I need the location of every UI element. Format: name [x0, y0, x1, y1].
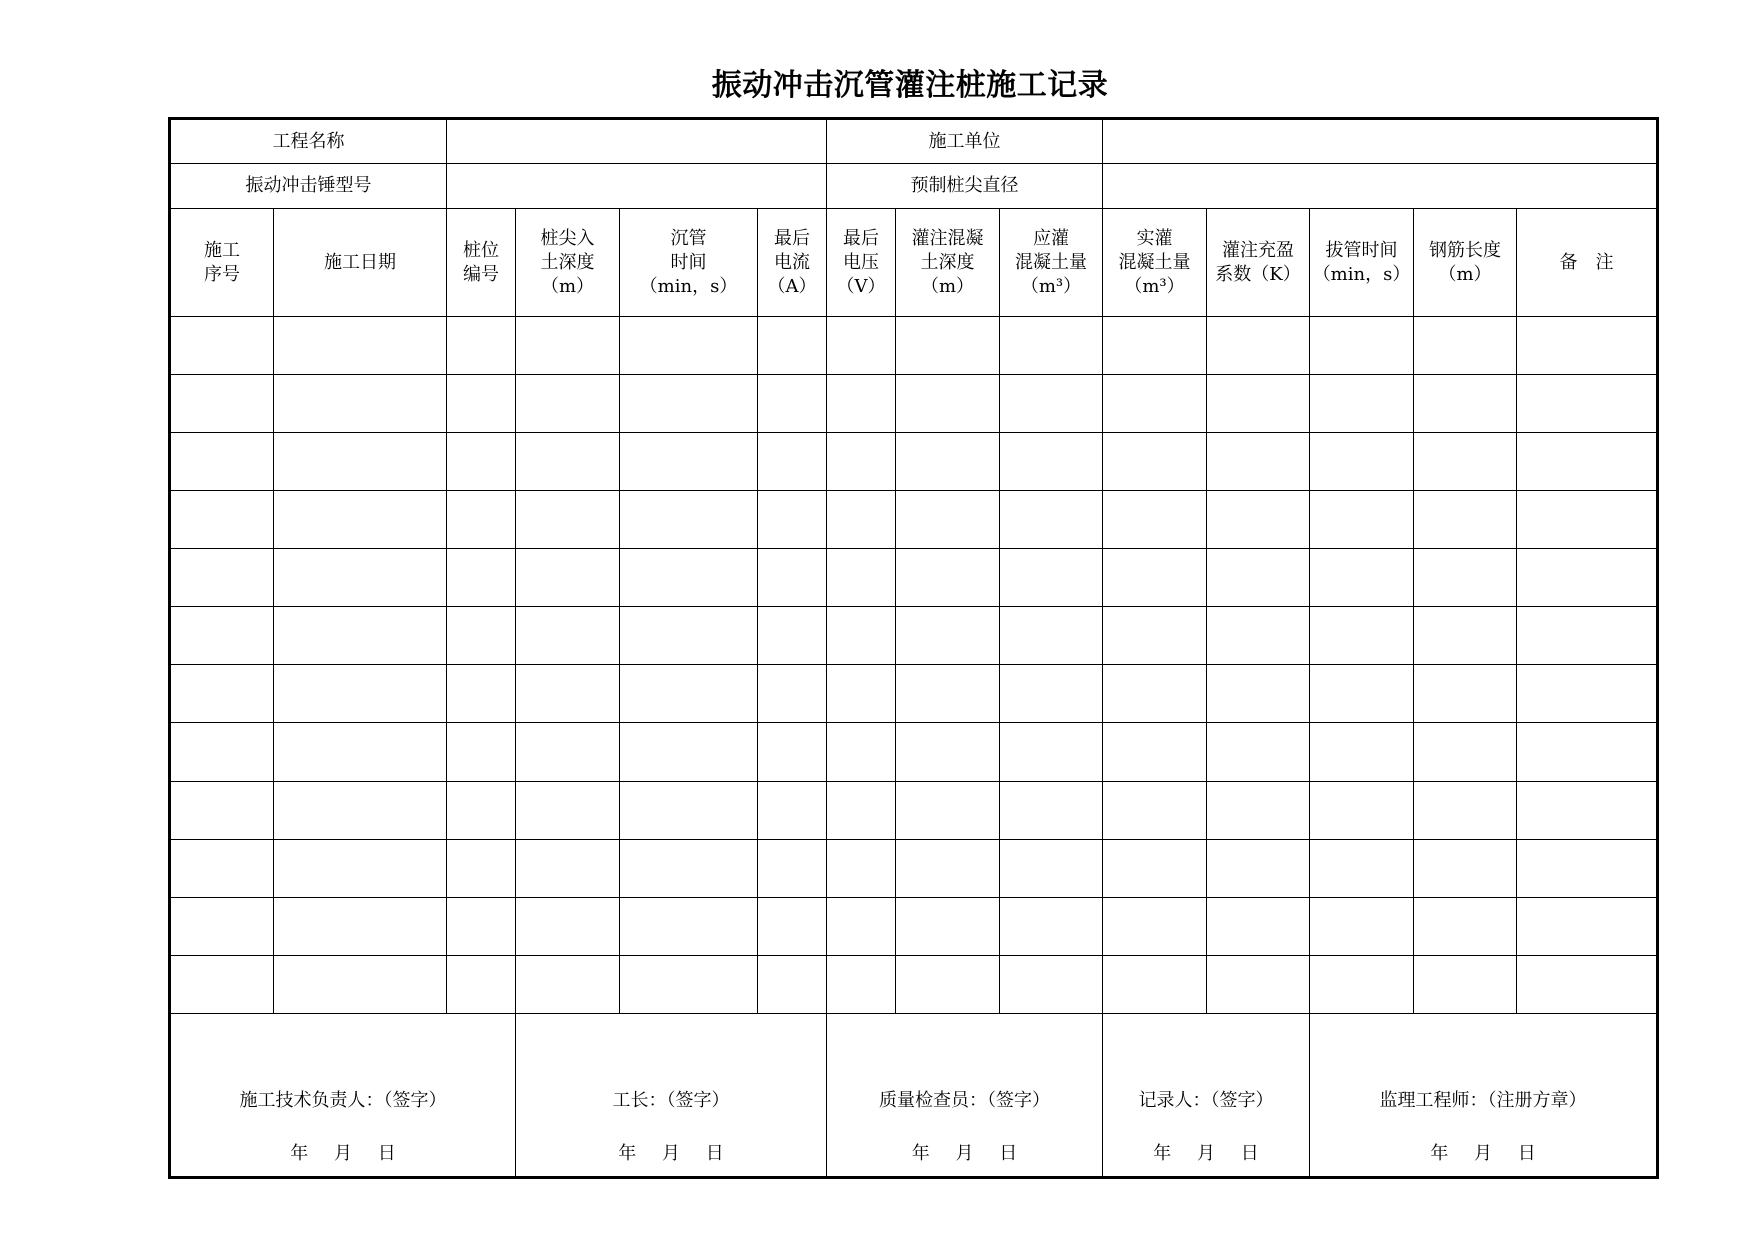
- pile-tip-diameter-label: 预制桩尖直径: [827, 164, 1103, 209]
- column-header: 灌注混凝 土深度 （m）: [896, 209, 1000, 317]
- column-header: 沉管 时间 （min，s）: [620, 209, 758, 317]
- table-cell[interactable]: [1310, 665, 1414, 723]
- table-row: [170, 433, 1658, 491]
- signature-block[interactable]: [170, 1013, 516, 1177]
- table-cell[interactable]: [1517, 317, 1658, 375]
- table-cell[interactable]: [1207, 955, 1310, 1013]
- construction-unit-field[interactable]: [1103, 119, 1658, 164]
- table-cell[interactable]: [1103, 781, 1207, 839]
- table-cell[interactable]: [758, 433, 827, 491]
- signature-row: [170, 1013, 1658, 1177]
- table-cell[interactable]: [170, 723, 274, 781]
- table-cell[interactable]: [1414, 375, 1517, 433]
- table-cell[interactable]: [1103, 607, 1207, 665]
- table-cell[interactable]: [1207, 607, 1310, 665]
- table-cell[interactable]: [758, 839, 827, 897]
- table-cell[interactable]: [896, 317, 1000, 375]
- table-cell[interactable]: [758, 897, 827, 955]
- table-cell[interactable]: [620, 491, 758, 549]
- table-cell[interactable]: [827, 375, 896, 433]
- table-cell[interactable]: [620, 317, 758, 375]
- table-cell[interactable]: [1414, 665, 1517, 723]
- table-cell[interactable]: [447, 897, 516, 955]
- table-cell[interactable]: [827, 897, 896, 955]
- table-cell[interactable]: [620, 607, 758, 665]
- table-cell[interactable]: [1000, 607, 1103, 665]
- table-cell[interactable]: [1000, 433, 1103, 491]
- table-cell[interactable]: [516, 433, 620, 491]
- table-cell[interactable]: [1103, 839, 1207, 897]
- table-cell[interactable]: [1103, 549, 1207, 607]
- table-cell[interactable]: [170, 781, 274, 839]
- table-row: [170, 897, 1658, 955]
- table-cell[interactable]: [274, 491, 447, 549]
- table-cell[interactable]: [274, 549, 447, 607]
- table-cell[interactable]: [1103, 433, 1207, 491]
- column-header: 实灌 混凝土量 （m³）: [1103, 209, 1207, 317]
- table-cell[interactable]: [447, 607, 516, 665]
- table-cell[interactable]: [827, 549, 896, 607]
- page-title: 振动冲击沉管灌注桩施工记录: [711, 68, 1109, 103]
- table-cell[interactable]: [1414, 839, 1517, 897]
- project-name-field[interactable]: [447, 119, 827, 164]
- table-cell[interactable]: [1414, 781, 1517, 839]
- table-cell[interactable]: [758, 723, 827, 781]
- table-cell[interactable]: [170, 549, 274, 607]
- signature-date-label: 年 月 日: [1153, 1143, 1259, 1164]
- table-cell[interactable]: [1103, 491, 1207, 549]
- construction-record-table: [168, 117, 1659, 1179]
- construction-unit-label: 施工单位: [827, 119, 1103, 164]
- table-cell[interactable]: [1000, 549, 1103, 607]
- signature-date-label: 年 月 日: [1430, 1143, 1536, 1164]
- table-cell[interactable]: [1207, 665, 1310, 723]
- table-cell[interactable]: [447, 375, 516, 433]
- table-cell[interactable]: [1000, 781, 1103, 839]
- table-cell[interactable]: [1517, 607, 1658, 665]
- table-cell[interactable]: [274, 433, 447, 491]
- table-cell[interactable]: [447, 433, 516, 491]
- table-cell[interactable]: [1103, 897, 1207, 955]
- table-cell[interactable]: [620, 665, 758, 723]
- column-header: 桩位 编号: [447, 209, 516, 317]
- table-cell[interactable]: [447, 781, 516, 839]
- table-row: [170, 375, 1658, 433]
- table-cell[interactable]: [516, 607, 620, 665]
- table-cell[interactable]: [896, 781, 1000, 839]
- column-header: 最后 电压 （V）: [827, 209, 896, 317]
- table-cell[interactable]: [758, 607, 827, 665]
- table-cell[interactable]: [758, 375, 827, 433]
- table-cell[interactable]: [896, 839, 1000, 897]
- table-cell[interactable]: [758, 665, 827, 723]
- table-row: [170, 607, 1658, 665]
- table-cell[interactable]: [170, 317, 274, 375]
- table-cell[interactable]: [170, 491, 274, 549]
- table-cell[interactable]: [620, 433, 758, 491]
- table-cell[interactable]: [896, 897, 1000, 955]
- table-cell[interactable]: [516, 781, 620, 839]
- table-cell[interactable]: [1103, 955, 1207, 1013]
- table-cell[interactable]: [1414, 433, 1517, 491]
- table-cell[interactable]: [274, 607, 447, 665]
- table-cell[interactable]: [1414, 955, 1517, 1013]
- table-cell[interactable]: [1517, 491, 1658, 549]
- column-header: 灌注充盈 系数（K）: [1207, 209, 1310, 317]
- header-row-project: [170, 119, 1658, 164]
- table-cell[interactable]: [1103, 723, 1207, 781]
- table-cell[interactable]: [274, 723, 447, 781]
- table-row: [170, 781, 1658, 839]
- table-cell[interactable]: [1517, 955, 1658, 1013]
- column-header: 备 注: [1517, 209, 1658, 317]
- table-cell[interactable]: [1000, 317, 1103, 375]
- signature-role-label: 质量检查员：（签字）: [879, 1089, 1050, 1111]
- table-cell[interactable]: [447, 955, 516, 1013]
- table-cell[interactable]: [1414, 723, 1517, 781]
- signature-block[interactable]: [827, 1013, 1103, 1177]
- table-cell[interactable]: [1207, 491, 1310, 549]
- table-cell[interactable]: [1000, 665, 1103, 723]
- signature-date-label: 年 月 日: [618, 1143, 724, 1164]
- table-cell[interactable]: [516, 375, 620, 433]
- table-cell[interactable]: [170, 839, 274, 897]
- table-row: [170, 317, 1658, 375]
- table-cell[interactable]: [896, 375, 1000, 433]
- table-cell[interactable]: [516, 317, 620, 375]
- column-header-row: [170, 209, 1658, 317]
- table-cell[interactable]: [516, 897, 620, 955]
- table-cell[interactable]: [1310, 723, 1414, 781]
- table-cell[interactable]: [620, 781, 758, 839]
- pile-tip-diameter-field[interactable]: [1103, 164, 1658, 209]
- table-cell[interactable]: [274, 375, 447, 433]
- table-row: [170, 839, 1658, 897]
- table-cell[interactable]: [274, 955, 447, 1013]
- table-cell[interactable]: [1207, 839, 1310, 897]
- table-cell[interactable]: [1207, 549, 1310, 607]
- table-row: [170, 665, 1658, 723]
- table-cell[interactable]: [827, 781, 896, 839]
- table-cell[interactable]: [1310, 433, 1414, 491]
- table-cell[interactable]: [1310, 955, 1414, 1013]
- table-cell[interactable]: [447, 491, 516, 549]
- table-cell[interactable]: [1207, 375, 1310, 433]
- column-header: 最后 电流 （A）: [758, 209, 827, 317]
- table-cell[interactable]: [1310, 317, 1414, 375]
- table-cell[interactable]: [1517, 665, 1658, 723]
- table-cell[interactable]: [1207, 723, 1310, 781]
- table-cell[interactable]: [896, 433, 1000, 491]
- table-cell[interactable]: [620, 549, 758, 607]
- table-cell[interactable]: [896, 607, 1000, 665]
- table-cell[interactable]: [1414, 607, 1517, 665]
- table-cell[interactable]: [1103, 375, 1207, 433]
- table-cell[interactable]: [447, 665, 516, 723]
- table-cell[interactable]: [1000, 897, 1103, 955]
- table-cell[interactable]: [1517, 549, 1658, 607]
- table-cell[interactable]: [1000, 839, 1103, 897]
- table-cell[interactable]: [516, 549, 620, 607]
- table-cell[interactable]: [827, 955, 896, 1013]
- table-cell[interactable]: [170, 607, 274, 665]
- table-cell[interactable]: [447, 317, 516, 375]
- signature-block[interactable]: [1103, 1013, 1310, 1177]
- table-cell[interactable]: [1310, 491, 1414, 549]
- table-cell[interactable]: [758, 955, 827, 1013]
- signature-date-label: 年 月 日: [290, 1143, 396, 1164]
- table-cell[interactable]: [758, 317, 827, 375]
- table-row: [170, 723, 1658, 781]
- table-cell[interactable]: [1310, 607, 1414, 665]
- table-cell[interactable]: [1517, 723, 1658, 781]
- table-cell[interactable]: [1103, 317, 1207, 375]
- table-cell[interactable]: [516, 665, 620, 723]
- table-cell[interactable]: [1207, 433, 1310, 491]
- column-header: 拔管时间 （min，s）: [1310, 209, 1414, 317]
- table-cell[interactable]: [274, 897, 447, 955]
- table-cell[interactable]: [827, 839, 896, 897]
- signature-role-label: 记录人：（签字）: [1138, 1089, 1274, 1111]
- table-cell[interactable]: [1207, 897, 1310, 955]
- table-cell[interactable]: [1000, 955, 1103, 1013]
- table-cell[interactable]: [1000, 375, 1103, 433]
- signature-date-label: 年 月 日: [911, 1143, 1018, 1164]
- table-cell[interactable]: [1310, 839, 1414, 897]
- column-header: 应灌 混凝土量 （m³）: [1000, 209, 1103, 317]
- signature-role-label: 施工技术负责人：（签字）: [239, 1089, 447, 1111]
- table-cell[interactable]: [274, 317, 447, 375]
- table-cell[interactable]: [170, 665, 274, 723]
- table-cell[interactable]: [827, 723, 896, 781]
- table-cell[interactable]: [274, 839, 447, 897]
- table-cell[interactable]: [620, 723, 758, 781]
- table-cell[interactable]: [620, 839, 758, 897]
- table-cell[interactable]: [758, 491, 827, 549]
- signature-block[interactable]: [516, 1013, 827, 1177]
- table-cell[interactable]: [620, 897, 758, 955]
- table-cell[interactable]: [620, 955, 758, 1013]
- table-cell[interactable]: [1103, 665, 1207, 723]
- column-header: 施工日期: [274, 209, 447, 317]
- table-cell[interactable]: [896, 665, 1000, 723]
- table-cell[interactable]: [1517, 375, 1658, 433]
- signature-role-label: 监理工程师：（注册方章）: [1379, 1089, 1587, 1111]
- table-cell[interactable]: [758, 781, 827, 839]
- table-cell[interactable]: [827, 433, 896, 491]
- table-cell[interactable]: [827, 665, 896, 723]
- header-row-hammer: [170, 164, 1658, 209]
- table-cell[interactable]: [1207, 317, 1310, 375]
- table-cell[interactable]: [1517, 433, 1658, 491]
- signature-block[interactable]: [1310, 1013, 1658, 1177]
- table-cell[interactable]: [896, 549, 1000, 607]
- table-cell[interactable]: [758, 549, 827, 607]
- table-cell[interactable]: [1517, 897, 1658, 955]
- table-cell[interactable]: [447, 839, 516, 897]
- hammer-model-label: 振动冲击锤型号: [170, 164, 447, 209]
- table-cell[interactable]: [827, 491, 896, 549]
- table-row: [170, 955, 1658, 1013]
- table-cell[interactable]: [1310, 781, 1414, 839]
- table-cell[interactable]: [1310, 375, 1414, 433]
- table-cell[interactable]: [1207, 781, 1310, 839]
- project-name-label: 工程名称: [170, 119, 447, 164]
- table-cell[interactable]: [516, 839, 620, 897]
- table-cell[interactable]: [1310, 897, 1414, 955]
- table-cell[interactable]: [827, 607, 896, 665]
- table-cell[interactable]: [896, 491, 1000, 549]
- table-cell[interactable]: [516, 723, 620, 781]
- table-cell[interactable]: [1310, 549, 1414, 607]
- table-cell[interactable]: [1414, 317, 1517, 375]
- table-cell[interactable]: [620, 375, 758, 433]
- table-cell[interactable]: [1000, 723, 1103, 781]
- table-cell[interactable]: [274, 781, 447, 839]
- column-header: 钢筋长度 （m）: [1414, 209, 1517, 317]
- table-cell[interactable]: [170, 433, 274, 491]
- table-cell[interactable]: [896, 955, 1000, 1013]
- table-cell[interactable]: [170, 375, 274, 433]
- signature-role-label: 工长：（签字）: [612, 1089, 730, 1111]
- hammer-model-field[interactable]: [447, 164, 827, 209]
- table-cell[interactable]: [274, 665, 447, 723]
- table-cell[interactable]: [1414, 491, 1517, 549]
- table-cell[interactable]: [516, 955, 620, 1013]
- table-row: [170, 549, 1658, 607]
- table-cell[interactable]: [1414, 549, 1517, 607]
- table-cell[interactable]: [447, 549, 516, 607]
- table-cell[interactable]: [827, 317, 896, 375]
- table-cell[interactable]: [1517, 839, 1658, 897]
- table-cell[interactable]: [516, 491, 620, 549]
- column-header: 桩尖入 土深度 （m）: [516, 209, 620, 317]
- table-cell[interactable]: [1000, 491, 1103, 549]
- table-cell[interactable]: [170, 897, 274, 955]
- table-row: [170, 491, 1658, 549]
- table-cell[interactable]: [1414, 897, 1517, 955]
- table-cell[interactable]: [1517, 781, 1658, 839]
- table-cell[interactable]: [896, 723, 1000, 781]
- table-cell[interactable]: [170, 955, 274, 1013]
- table-cell[interactable]: [447, 723, 516, 781]
- column-header: 施工 序号: [170, 209, 274, 317]
